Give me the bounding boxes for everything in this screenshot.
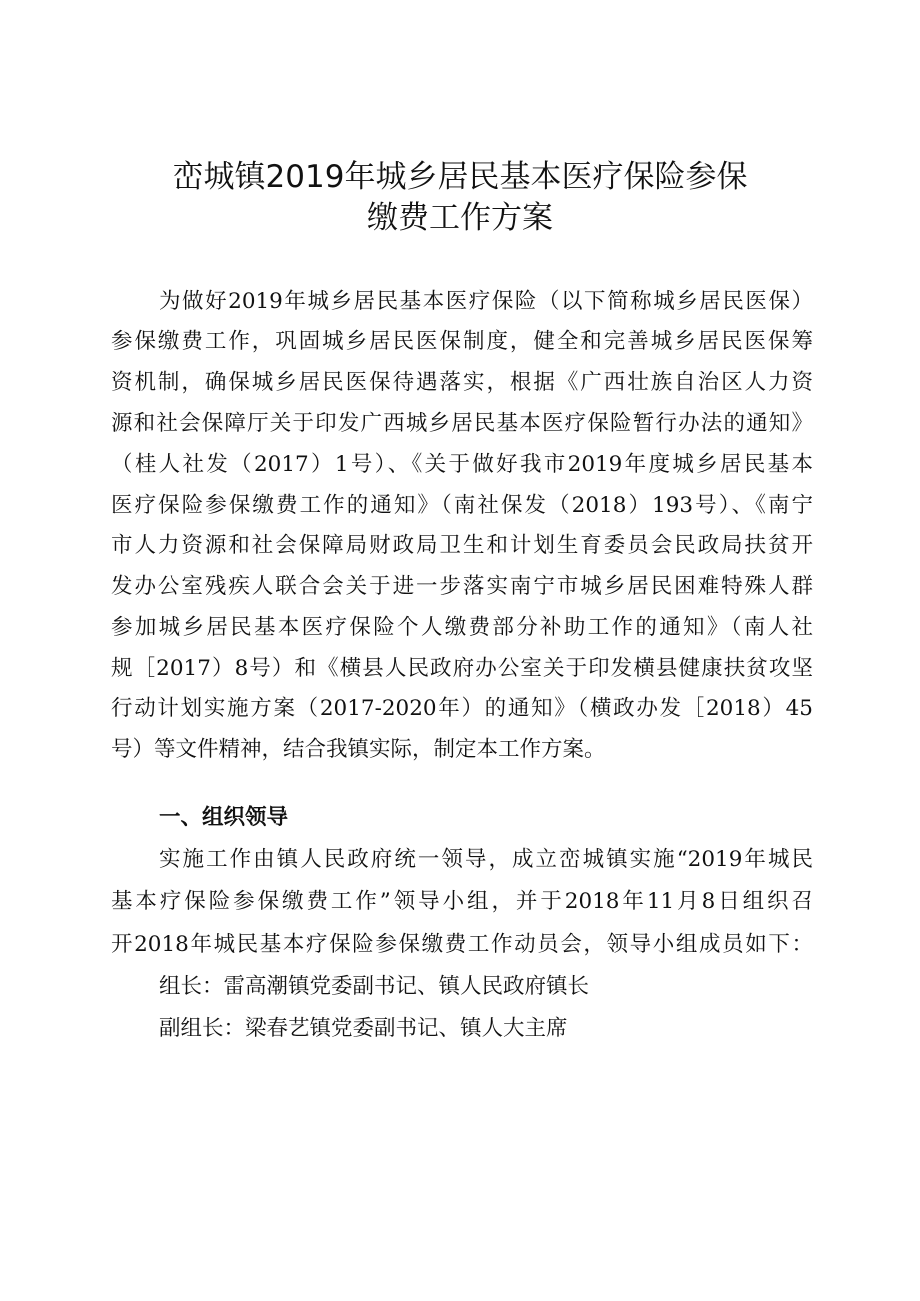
paragraph-line: 医疗保险参保缴费工作的通知》（南社保发（2018）193号）、《南宁 xyxy=(111,493,813,518)
paragraph-line: 号）等文件精神，结合我镇实际，制定本工作方案。 xyxy=(111,737,606,762)
paragraph-line: 市人力资源和社会保障局财政局卫生和计划生育委员会民政局扶贫开 xyxy=(111,533,813,558)
member-group-leader: 组长：雷高潮镇党委副书记、镇人民政府镇长 xyxy=(159,974,590,999)
paragraph-line: 发办公室残疾人联合会关于进一步落实南宁市城乡居民困难特殊人群 xyxy=(111,574,813,599)
paragraph-line: 为做好2019年城乡居民基本医疗保险（以下简称城乡居民医保） xyxy=(159,289,813,314)
document-title-line-2: 缴费工作方案 xyxy=(367,200,553,236)
paragraph-line: 参保缴费工作，巩固城乡居民医保制度，健全和完善城乡居民医保筹 xyxy=(111,329,813,354)
document-title-line-1: 峦城镇2019年城乡居民基本医疗保险参保 xyxy=(172,159,748,195)
paragraph-line: （桂人社发（2017）1号）、《关于做好我市2019年度城乡居民基本 xyxy=(111,452,813,477)
paragraph-line: 行动计划实施方案（2017-2020年）的通知》（横政办发［2018）45 xyxy=(111,696,813,721)
paragraph-line: 基本疗保险参保缴费工作”领导小组，并于2018年11月8日组织召 xyxy=(111,889,813,914)
paragraph-line: 资机制，确保城乡居民医保待遇落实，根据《广西壮族自治区人力资 xyxy=(111,370,813,395)
paragraph-line: 参加城乡居民基本医疗保险个人缴费部分补助工作的通知》（南人社 xyxy=(111,615,813,640)
member-deputy-leader: 副组长：梁春艺镇党委副书记、镇人大主席 xyxy=(159,1016,568,1041)
paragraph-line: 开2018年城民基本疗保险参保缴费工作动员会，领导小组成员如下： xyxy=(111,932,813,957)
paragraph-line: 规［2017）8号）和《横县人民政府办公室关于印发横县健康扶贫攻坚 xyxy=(111,656,813,681)
paragraph-line: 源和社会保障厅关于印发广西城乡居民基本医疗保险暂行办法的通知》 xyxy=(111,411,813,436)
paragraph-line: 实施工作由镇人民政府统一领导，成立峦城镇实施“2019年城民 xyxy=(159,847,813,872)
section-heading: 一、组织领导 xyxy=(159,805,289,830)
